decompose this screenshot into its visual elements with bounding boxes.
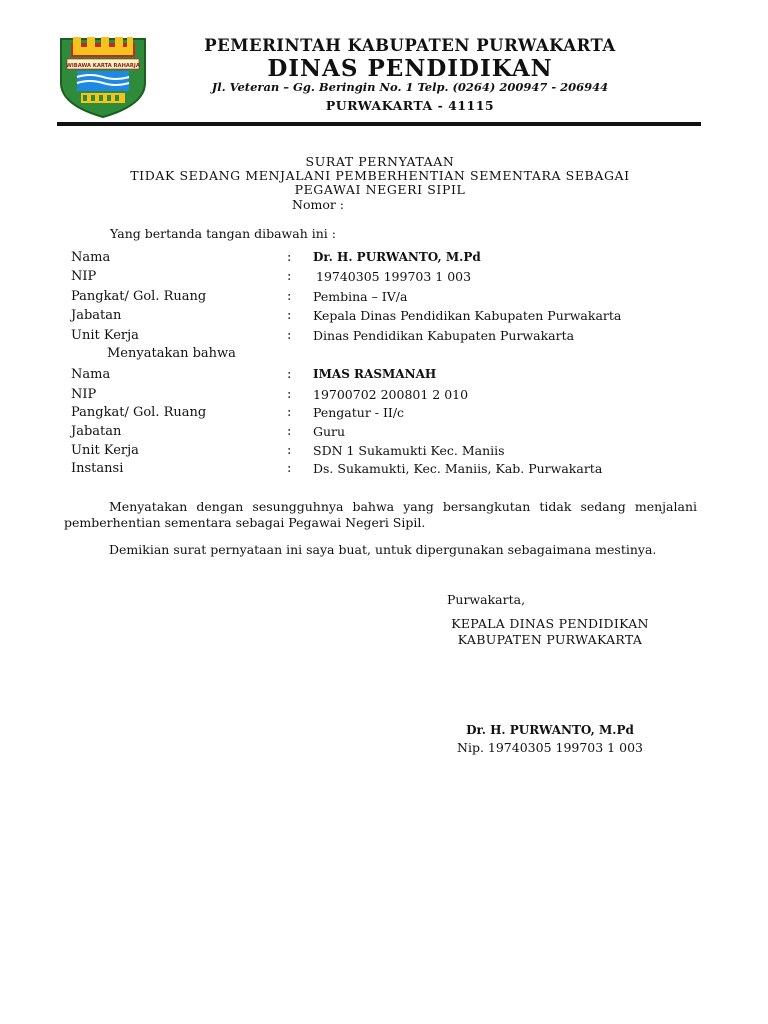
subject-institution: Ds. Sukamukti, Kec. Maniis, Kab. Purwakarta: [313, 461, 603, 476]
signature-position-1: KEPALA DINAS PENDIDIKAN: [451, 616, 649, 631]
closing-paragraph: Demikian surat pernyataan ini saya buat, untuk dipergunakan sebagaimana mestinya.: [109, 542, 657, 557]
subject-colon: :: [287, 367, 292, 382]
signer-label-name: Nama: [71, 250, 111, 265]
signer-colon: :: [287, 328, 292, 343]
signer-label-unit: Unit Kerja: [71, 328, 139, 343]
signer-unit: Dinas Pendidikan Kabupaten Purwakarta: [313, 328, 575, 343]
doc-subtitle-1: TIDAK SEDANG MENJALANI PEMBERHENTIAN SEMENTARA SEBAGAI: [130, 168, 630, 183]
signer-nip: 19740305 199703 1 003: [316, 269, 472, 284]
signature-nip: Nip. 19740305 199703 1 003: [457, 740, 643, 755]
subject-colon: :: [287, 405, 292, 420]
signer-colon: :: [287, 308, 292, 323]
header-divider: [57, 122, 701, 126]
signer-colon: :: [287, 250, 292, 265]
header-government: PEMERINTAH KABUPATEN PURWAKARTA: [204, 36, 616, 55]
subject-label-nip: NIP: [71, 387, 97, 402]
subject-label-name: Nama: [71, 367, 111, 382]
subject-rank: Pengatur - II/c: [313, 405, 405, 420]
subject-colon: :: [287, 443, 292, 458]
subject-label-position: Jabatan: [71, 424, 122, 439]
signature-name: Dr. H. PURWANTO, M.Pd: [466, 723, 634, 737]
subject-name: IMAS RASMANAH: [313, 367, 437, 381]
signer-colon: :: [287, 289, 292, 304]
signer-label-position: Jabatan: [71, 308, 122, 323]
subject-nip: 19700702 200801 2 010: [313, 387, 469, 402]
header-city: PURWAKARTA - 41115: [325, 98, 495, 113]
intro-text: Yang bertanda tangan dibawah ini :: [110, 226, 336, 241]
logo-motto: WIBAWA KARTA RAHARJA: [66, 63, 140, 69]
signer-rank: Pembina – IV/a: [313, 289, 408, 304]
doc-title: SURAT PERNYATAAN: [305, 154, 455, 169]
signer-position: Kepala Dinas Pendidikan Kabupaten Purwakarta: [313, 308, 622, 323]
signature-city: Purwakarta,: [447, 592, 526, 607]
signer-colon: :: [287, 269, 292, 284]
signer-label-rank: Pangkat/ Gol. Ruang: [71, 289, 207, 304]
subject-label-unit: Unit Kerja: [71, 443, 139, 458]
signer-label-nip: NIP: [71, 269, 97, 284]
header-address: Jl. Veteran – Gg. Beringin No. 1 Telp. (0264) 200947 - 206944: [211, 80, 609, 94]
subject-label-institution: Instansi: [71, 461, 124, 476]
statement-paragraph: Menyatakan dengan sesungguhnya bahwa yang bersangkutan tidak sedang menjalani pemberhentian sementara sebagai Pegawai Negeri Sipil.: [64, 499, 697, 530]
signer-name: Dr. H. PURWANTO, M.Pd: [313, 250, 481, 264]
subject-unit: SDN 1 Sukamukti Kec. Maniis: [313, 443, 505, 458]
subject-position: Guru: [313, 424, 346, 439]
purwakarta-crest-logo: [57, 33, 149, 119]
doc-number: Nomor :: [292, 197, 345, 212]
doc-subtitle-2: PEGAWAI NEGERI SIPIL: [294, 182, 466, 197]
subject-colon: :: [287, 424, 292, 439]
subject-label-rank: Pangkat/ Gol. Ruang: [71, 405, 207, 420]
subject-colon: :: [287, 461, 292, 476]
signature-position-2: KABUPATEN PURWAKARTA: [457, 632, 643, 647]
header-agency: DINAS PENDIDIKAN: [267, 55, 553, 82]
subject-colon: :: [287, 387, 292, 402]
declares-text: Menyatakan bahwa: [107, 346, 236, 361]
